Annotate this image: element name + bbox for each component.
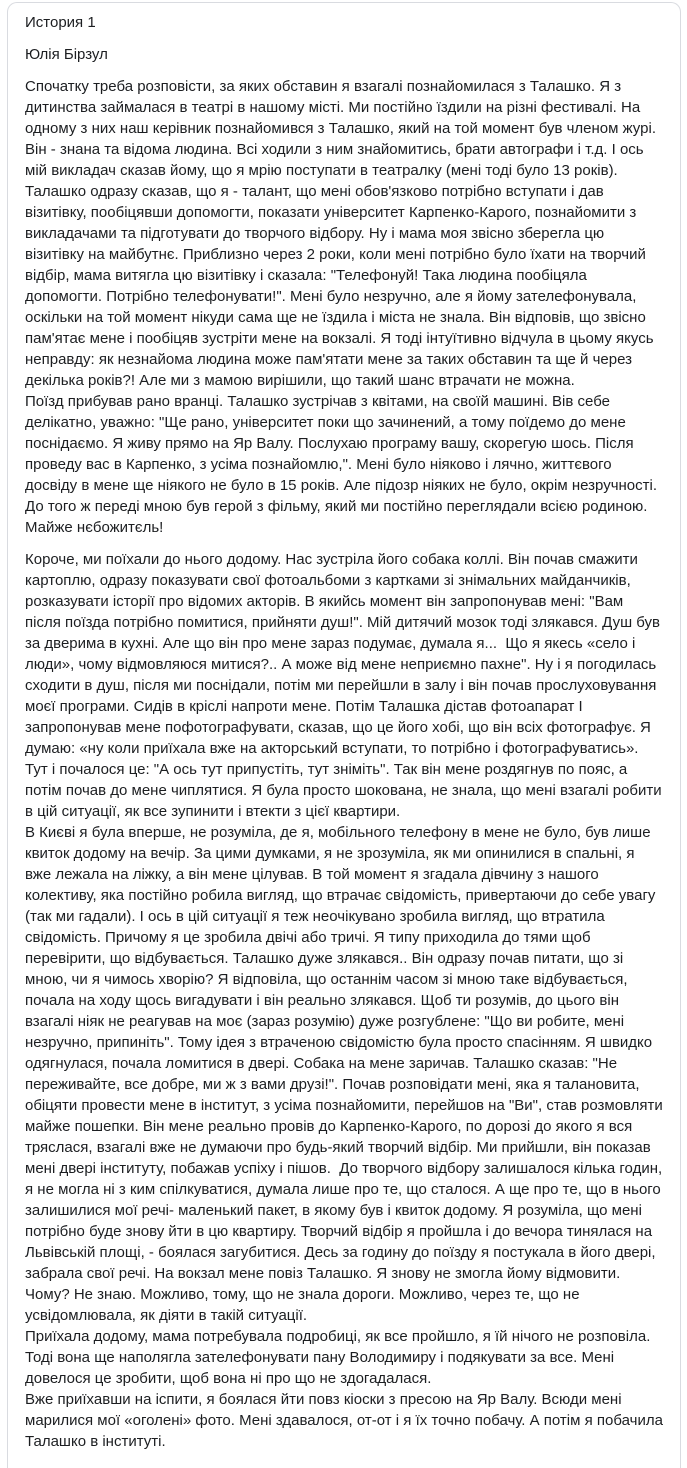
paragraph-2-block-3: Приїхала додому, мама потребувала подробиці, як все пройшло, я їй нічого не розповіла. Тоді вона ще наполягла зателефонувати пану Володимиру і подякувати за все. Мені довелося це зробити, щоб вона ні про що не здогадалася. (25, 1328, 655, 1387)
story-paragraph-2 (25, 549, 668, 1452)
story-title: История 1 (25, 14, 96, 31)
paragraph-1-block-1: Спочатку треба розповісти, за яких обставин я взагалі познайомилася з Талашко. Я з дитинства займалася в театрі в нашому місті. Ми постійно їздили на різні фестивалі. На одному з них наш керівник познайомився з Талашко, який на той момент був членом журі. Він - знана та відома людина. Всі ходили з ним знайомитись, брати автографи і т.д. І ось мій викладач сказав йому, що я мрію поступати в театралку (мені тоді було 13 років). Талашко одразу сказав, що я - талант, що мені обов'язково потрібно вступати і дав візитівку, пообіцявши допомогти, показати університет Карпенко-Карого, познайомити з викладачами та підготувати до творчого відбору. Ну і мама моя звісно зберегла цю візитівку на майбутнє. Приблизно через 2 роки, коли мені потрібно було їхати на творчий відбір, мама витягла цю візитівку і сказала: "Телефонуй! Така людина пообіцяла допомогти. Потрібно телефонувати!". Мені було незручно, але я йому зателефонувала, оскільки на той момент нікуди сама ще не їздила і міста не знала. Він відповів, що звісно пам'ятає мене і пообіцяв зустріти мене на вокзалі. Я тоді інтуїтивно відчула в цьому якусь неправду: як незнайома людина може пам'ятати мене за таких обставин та ще й через декілька років?! Але ми з мамою вирішили, що такий шанс втрачати не можна. (25, 78, 661, 389)
paragraph-2-block-4: Вже приїхавши на іспити, я боялася йти повз кіоски з пресою на Яр Валу. Всюди мені марилися мої «оголені» фото. Мені здавалося, от-от і я їх точно побачу. А потім я побачила Талашко в інституті. (25, 1391, 668, 1450)
story-author: Юлія Бірзул (25, 46, 108, 63)
paragraph-2-block-1: Короче, ми поїхали до нього додому. Нас зустріла його собака коллі. Він почав смажити картоплю, одразу показувати свої фотоальбоми з картками зі знімальних майданчиків, розказувати історії про відомих акторів. В якийсь момент він запропонував мені: "Вам після поїзда потрібно помитися, прийняти душ!". Мій дитячий мозок тоді злякався. Душ був за дверима в кухні. Але що він про мене зараз подумає, думала я... Що я якесь «село і люди», чому відмовляюся митися?.. А може від мене неприємно пахне". Ну і я погодилась сходити в душ, після ми поснідали, потім ми перейшли в залу і він почав прослуховування моєї програми. Сидів в кріслі напроти мене. Потім Талашка дістав фотоапарат І запропонував мене пофотографувати, сказав, що це його хобі, що він всіх фотографує. Я думаю: «ну коли приїхала вже на акторський вступати, то потрібно і фотографуватись». Тут і почалося це: "А ось тут припустіть, тут зніміть". Так він мене роздягнув по пояс, а потім почав до мене чиплятися. Я була просто шокована, не знала, що мені взагалі робити в цій ситуації, як все зупинити і втекти з цієї квартири. (25, 551, 666, 820)
paragraph-2-block-2: В Києві я була вперше, не розуміла, де я, мобільного телефону в мене не було, був лише квиток додому на вечір. За цими думками, я не зрозуміла, як ми опинилися в спальні, я вже лежала на ліжку, а він мене цілував. В той момент я згадала дівчину з нашого колективу, яка постійно робила вигляд, що втрачає свідомість, привертаючи до себе увагу (так ми гадали). І ось в цій ситуації я теж неочікувано зробила вигляд, що втратила свідомість. Причому я це зробила двічі або тричі. Я типу приходила до тями щоб перевірити, що відбувається. Талашко дуже злякався.. Він одразу почав питати, що зі мною, чи я чимось хворію? Я відповіла, що останнім часом зі мною таке відбувається, почала на ходу щось вигадувати і він реально злякався. Щоб ти розумів, до цього він взагалі ніяк не реагував на моє (зараз розумію) дуже розгублене: "Що ви робите, мені незручно, припиніть". Тому ідея з втраченою свідомістю була просто спасінням. Я швидко одягнулася, почала ломитися в двері. Собака на мене заричав. Талашко сказав: "Не переживайте, все добре, ми ж з вами друзі!". Почав розповідати мені, яка я талановита, обіцяти провести мене в інститут, з усіма познайомити, перейшов на "Ви", став розмовляти майже пошепки. Він мене реально провів до Карпенко-Карого, по дорозі до якого я вся тряслася, взагалі вже не думаючи про будь-який творчий відбір. Ми прийшли, він показав мені двері інституту, побажав успіху і пішов. До творчого відбору залишалося кілька годин, я не могла ні з ким спілкуватися, думала лише про те, що сталося. А ще про те, що в нього залишилися мої речі- маленький пакет, в якому був і квиток додому. Я розуміла, що мені потрібно буде знову йти в цю квартиру. Творчий відбір я пройшла і до вечора тинялася на Львівській площі, - боялася загубитися. Десь за годину до поїзду я постукала в його двері, забрала свої речі. На вокзал мене повіз Талашко. Я знову не змогла йому відмовити. Чому? Не знаю. Можливо, тому, що не знала дороги. Можливо, через те, що не усвідомлювала, як діяти в такій ситуації. (25, 824, 667, 1324)
paragraph-1-block-2: Поїзд прибував рано вранці. Талашко зустрічав з квітами, на своїй машині. Вів себе делікатно, уважно: "Ще рано, університет поки що зачинений, а тому поїдемо до мене поснідаємо. Я живу прямо на Яр Валу. Послухаю програму вашу, скорегую шось. Після проведу вас в Карпенко, з усіма познайомлю,". Мені було ніяково і лячно, життєвого досвіду в мене ще ніякого не було в 15 років. Але підозр ніяких не було, окрім незручності. До того ж переді мною був герой з фільму, який ми постійно переглядали всією родиною. Майже нєбожитєль! (25, 393, 662, 536)
story-card (7, 2, 681, 1468)
story-page (0, 2, 687, 1450)
story-paragraph-1 (25, 76, 663, 538)
